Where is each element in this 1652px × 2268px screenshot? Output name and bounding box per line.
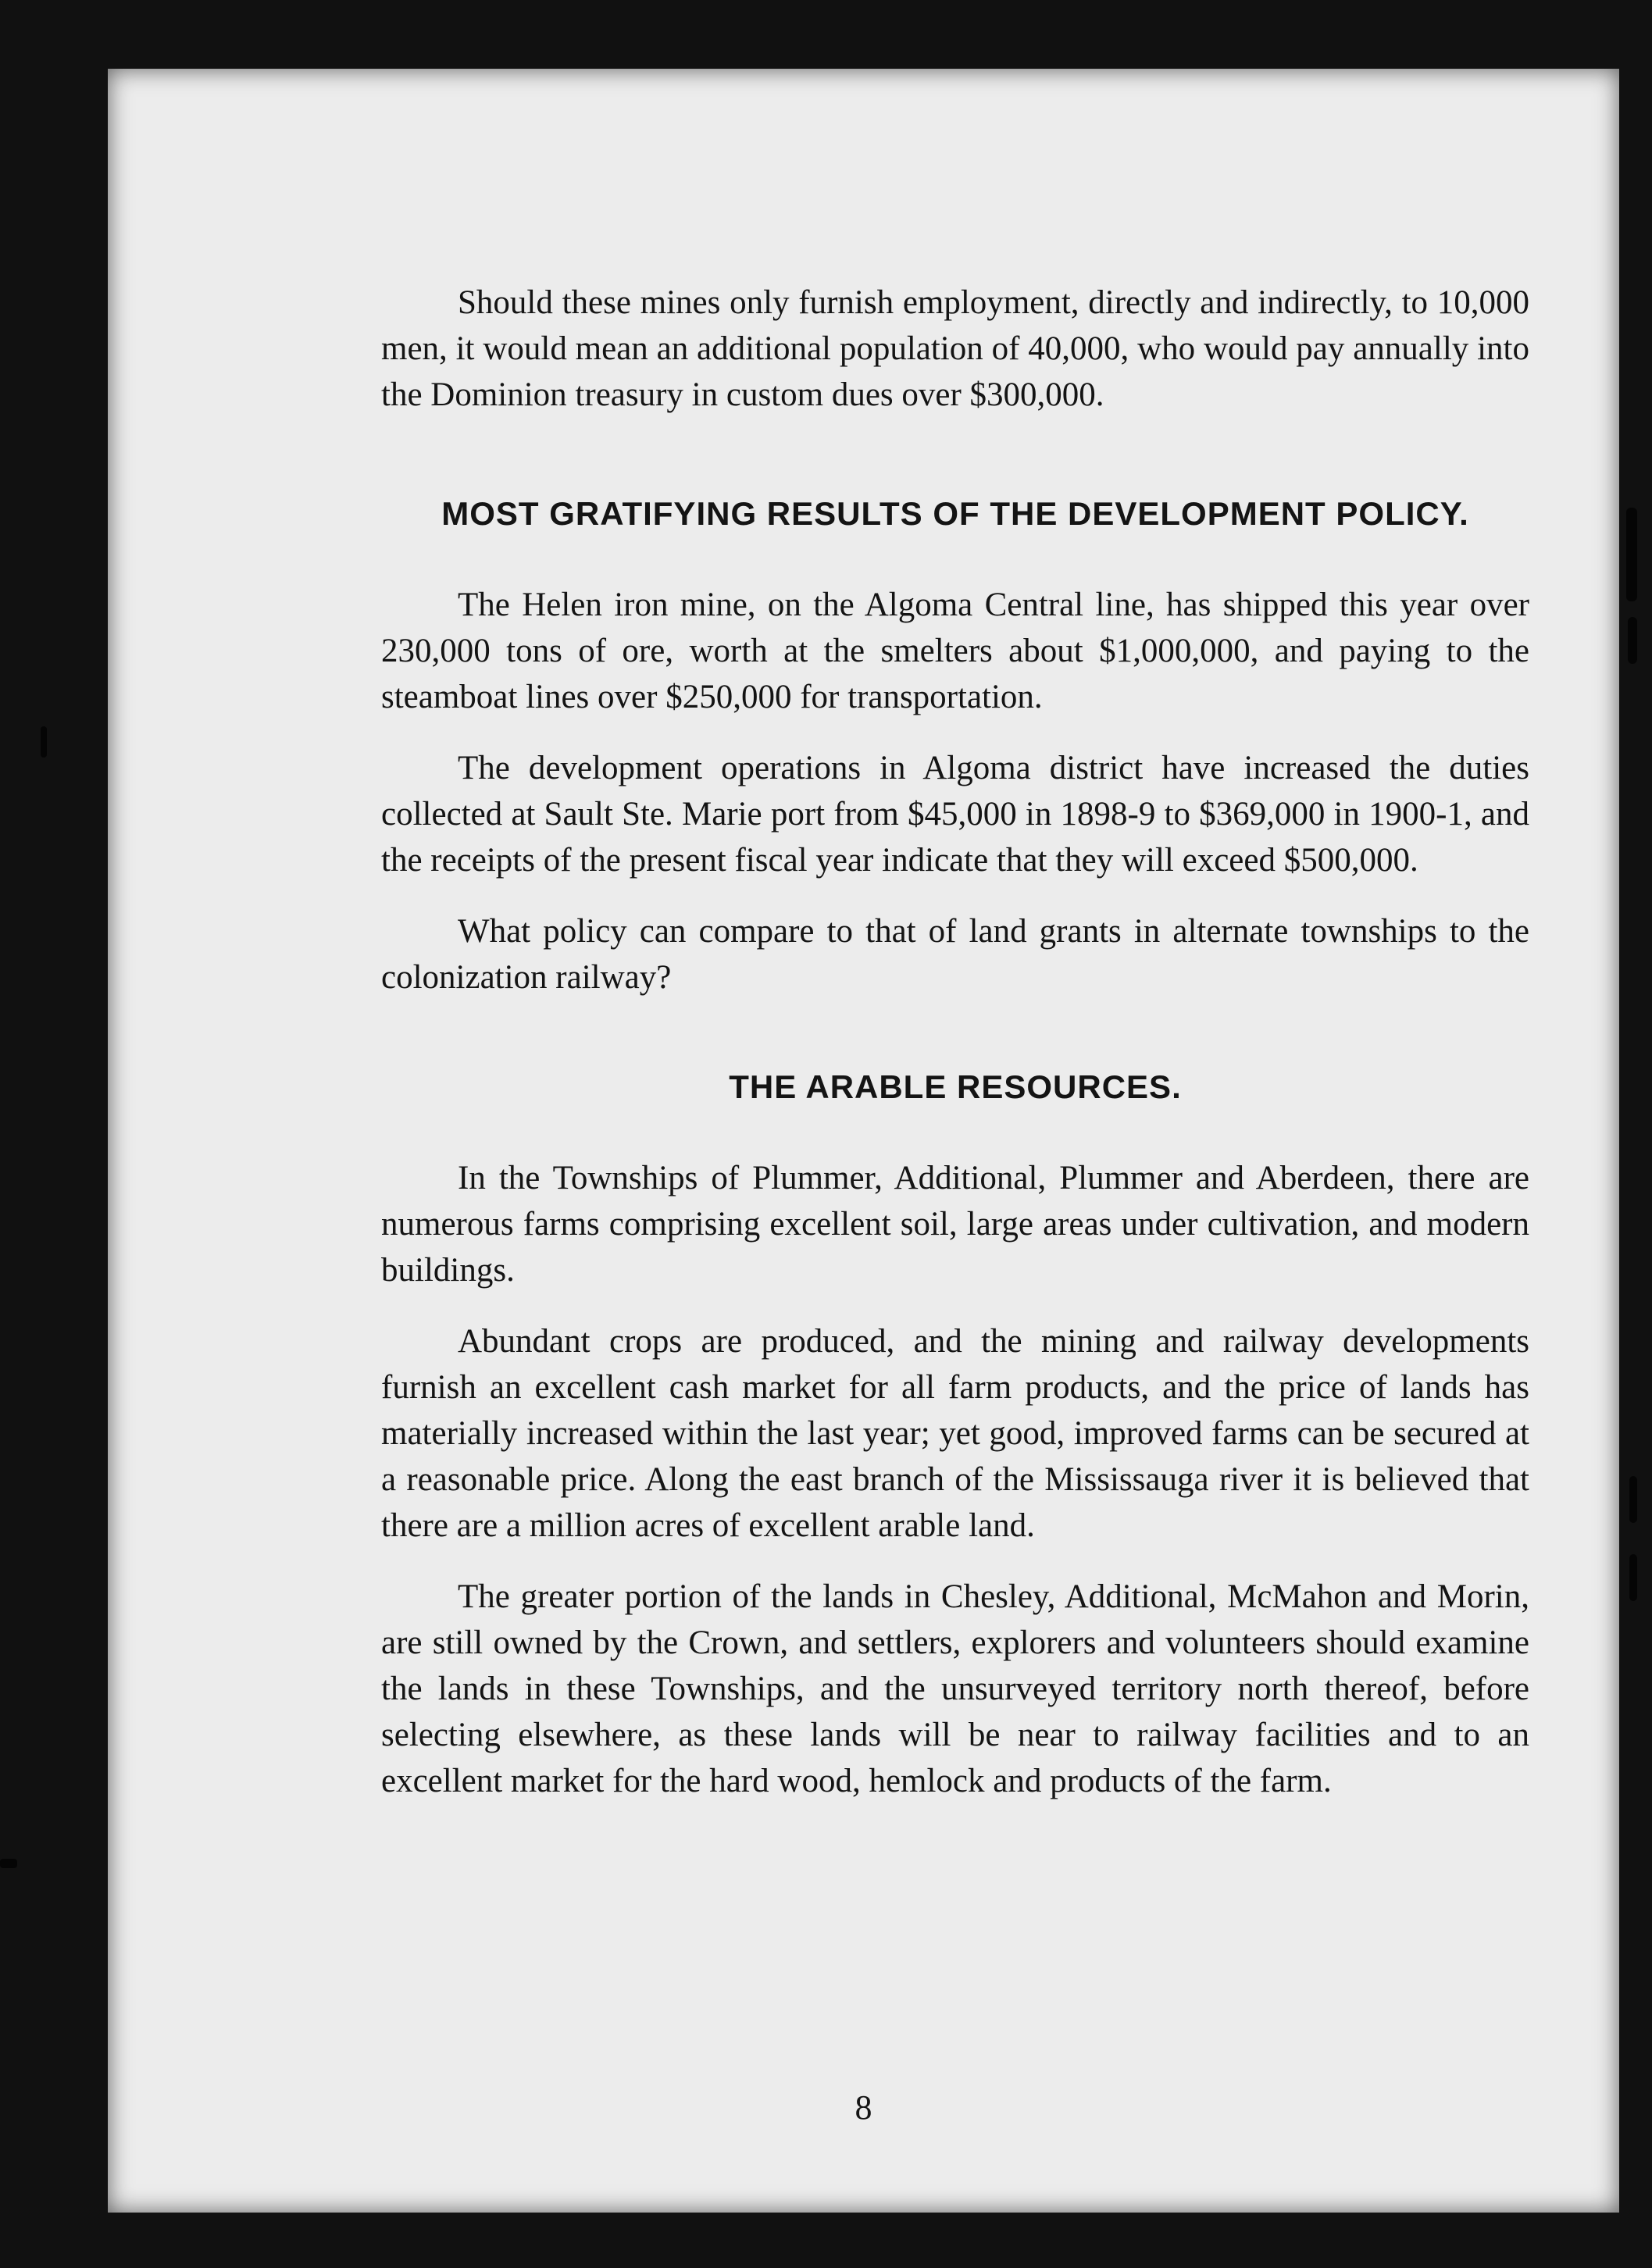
paragraph-land-grants: What policy can compare to that of land grants in alternate townships to the colonization railway?	[381, 913, 1529, 996]
scan-mark	[1626, 508, 1637, 601]
scan-mark	[41, 726, 47, 758]
scan-mark	[0, 1859, 17, 1868]
scan-mark	[1628, 617, 1637, 664]
paragraph-algoma-duties: The development operations in Algoma district have increased the duties collected at Sault Ste. Marie port from $45,000 in 1898-9 to $369,000 in 1900-1, and the receipts of the present fiscal year indicate that they will exceed $500,000.	[381, 750, 1529, 879]
paragraph-townships-farms: In the Townships of Plummer, Additional, Plummer and Aberdeen, there are numerous farms comprising excellent soil, large areas under cultivation, and modern buildings.	[381, 1160, 1529, 1289]
page-number: 8	[855, 2088, 872, 2127]
section-heading-development-policy: MOST GRATIFYING RESULTS OF THE DEVELOPMENT POLICY.	[441, 495, 1469, 532]
paragraph-abundant-crops: Abundant crops are produced, and the mining and railway developments furnish an excellent cash market for all farm products, and the price of lands has materially increased within the last year; yet good, improved farms can be secured at a reasonable price. Along the east branch of the Mississauga river it is believed that there are a million acres of excellent arable land.	[381, 1323, 1529, 1544]
paragraph-crown-lands: The greater portion of the lands in Chesley, Additional, McMahon and Morin, are still owned by the Crown, and settlers, explorers and volunteers should examine the lands in these Townships, and the unsurveyed territory north thereof, before selecting elsewhere, as these lands will be near to railway facilities and to an excellent market for the hard wood, hemlock and products of the farm.	[381, 1578, 1529, 1799]
document-page	[108, 69, 1619, 2213]
scan-mark	[1629, 1476, 1637, 1523]
page-body	[381, 280, 1529, 1829]
scan-mark	[1629, 1554, 1637, 1601]
paragraph-helen-iron-mine: The Helen iron mine, on the Algoma Central line, has shipped this year over 230,000 tons of ore, worth at the smelters about $1,000,000, and paying to the steamboat lines over $250,000 for transportation.	[381, 587, 1529, 715]
paragraph-mines-employment: Should these mines only furnish employment, directly and indirectly, to 10,000 men, it would mean an additional population of 40,000, who would pay annually into the Dominion treasury in custom dues over $300,000.	[381, 284, 1529, 413]
section-heading-arable-resources: THE ARABLE RESOURCES.	[729, 1068, 1182, 1105]
